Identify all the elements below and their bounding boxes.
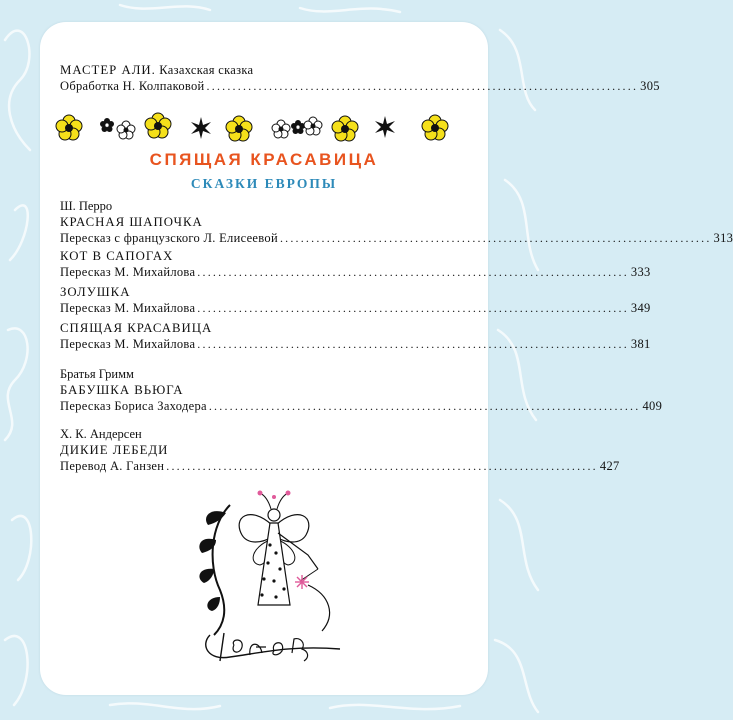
entry-credit: Обработка Н. Колпаковой	[60, 79, 205, 93]
author-name: Х. К. Андерсен	[60, 427, 142, 441]
entry-page-number: 333	[630, 265, 651, 279]
entry-credit: Перевод А. Ганзен	[60, 459, 165, 473]
dot-leader: ...................................................................................	[206, 79, 639, 93]
entry-credit: Пересказ с французского Л. Елисеевой	[60, 231, 278, 245]
entry-title: СПЯЩАЯ КРАСАВИЦА	[60, 321, 213, 335]
section-title: СПЯЩАЯ КРАСАВИЦА	[149, 150, 379, 169]
toc-entry[interactable]	[60, 442, 620, 474]
toc-entry[interactable]	[60, 284, 651, 316]
dot-leader: ...................................................................................	[197, 337, 629, 351]
entry-title: БАБУШКА ВЬЮГА	[60, 383, 184, 397]
entry-credit: Пересказ Бориса Заходера	[60, 399, 207, 413]
toc-entry[interactable]	[60, 320, 651, 352]
author-name: Братья Гримм	[60, 367, 134, 381]
author-name: Ш. Перро	[60, 199, 113, 213]
dot-leader: ...................................................................................	[197, 301, 629, 315]
entry-page-number: 349	[630, 301, 651, 315]
entry-credit: Пересказ М. Михайлова	[60, 301, 196, 315]
dot-leader: ...................................................................................	[279, 231, 712, 245]
flower-ornament-row	[55, 108, 465, 148]
toc-group-andersen	[60, 426, 620, 474]
toc-group-perrault	[60, 198, 733, 352]
dot-leader: ...................................................................................	[166, 459, 598, 473]
entry-title: КРАСНАЯ ШАПОЧКА	[60, 215, 203, 229]
entry-subtitle: Казахская сказка	[159, 63, 254, 77]
entry-credit: Пересказ М. Михайлова	[60, 265, 196, 279]
entry-page-number: 305	[640, 79, 660, 93]
entry-title: ДИКИЕ ЛЕБЕДИ	[60, 443, 169, 457]
section-subtitle: СКАЗКИ ЕВРОПЫ	[190, 176, 338, 191]
entry-title: КОТ В САПОГАХ	[60, 249, 174, 263]
toc-group-grimm	[60, 366, 663, 414]
entry-page-number: 381	[630, 337, 651, 351]
entry-page-number: 409	[642, 399, 663, 413]
entry-title: ЗОЛУШКА	[60, 285, 131, 299]
entry-credit: Пересказ М. Михайлова	[60, 337, 196, 351]
fairy-illustration	[190, 485, 360, 670]
toc-entry[interactable]	[60, 382, 663, 414]
entry-page-number: 427	[599, 459, 620, 473]
dot-leader: ...................................................................................	[197, 265, 629, 279]
toc-entry[interactable]	[60, 248, 651, 280]
toc-entry-master-ali[interactable]	[60, 62, 660, 94]
entry-page-number: 313	[713, 231, 733, 245]
entry-title: МАСТЕР АЛИ.	[60, 63, 156, 77]
dot-leader: ...................................................................................	[208, 399, 641, 413]
toc-entry[interactable]	[60, 214, 733, 246]
